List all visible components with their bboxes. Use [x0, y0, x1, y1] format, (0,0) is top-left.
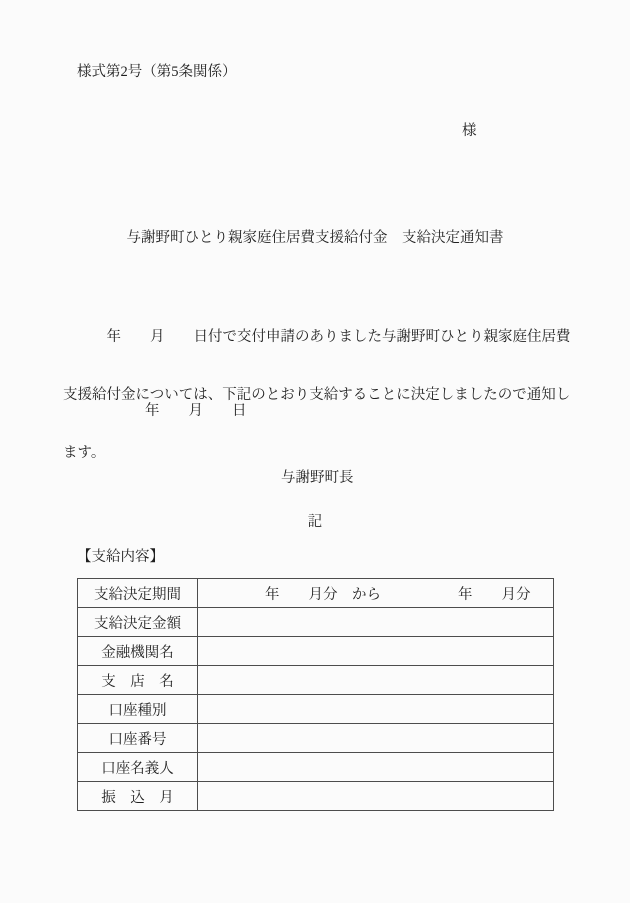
issuer-name: 与謝野町長 [281, 470, 354, 486]
row-value-account-number [198, 724, 554, 753]
period-to: 年 月分 [458, 586, 531, 603]
section-heading: 【支給内容】 [77, 549, 164, 565]
body-line-2: 支援給付金については、下記のとおり支給することに決定しましたので通知し [63, 387, 571, 404]
body-line-1: 年 月 日付で交付申請のありました与謝野町ひとり親家庭住居費 [63, 328, 571, 345]
document-title: 与謝野町ひとり親家庭住居費支援給付金 支給決定通知書 [126, 230, 504, 246]
grant-details-table [77, 578, 554, 811]
addressee-honorific: 様 [462, 123, 477, 139]
row-label-account-number: 口座番号 [78, 724, 198, 753]
row-label-account-type: 口座種別 [78, 695, 198, 724]
table-row-branch [78, 666, 554, 695]
table-row-amount [78, 608, 554, 637]
table-row-period [78, 579, 554, 608]
row-value-transfer-month [198, 782, 554, 811]
row-value-bank [198, 637, 554, 666]
row-value-account-type [198, 695, 554, 724]
body-line-3: ます。 [63, 445, 106, 462]
row-value-account-holder [198, 753, 554, 782]
table-row-transfer-month [78, 782, 554, 811]
row-label-amount: 支給決定金額 [78, 608, 198, 637]
table-row-account-number [78, 724, 554, 753]
row-label-period: 支給決定期間 [78, 579, 198, 608]
row-label-transfer-month: 振 込 月 [78, 782, 198, 811]
row-value-amount [198, 608, 554, 637]
table-row-bank [78, 637, 554, 666]
record-marker: 記 [307, 514, 323, 530]
row-label-branch: 支 店 名 [78, 666, 198, 695]
row-value-period [198, 579, 554, 608]
row-label-account-holder: 口座名義人 [78, 753, 198, 782]
form-number: 様式第2号（第5条関係） [77, 64, 237, 80]
table-row-account-holder [78, 753, 554, 782]
table-row-account-type [78, 695, 554, 724]
row-value-branch [198, 666, 554, 695]
period-from: 年 月分 から [265, 586, 381, 603]
issue-date-line: 年 月 日 [145, 403, 247, 419]
row-label-bank: 金融機関名 [78, 637, 198, 666]
